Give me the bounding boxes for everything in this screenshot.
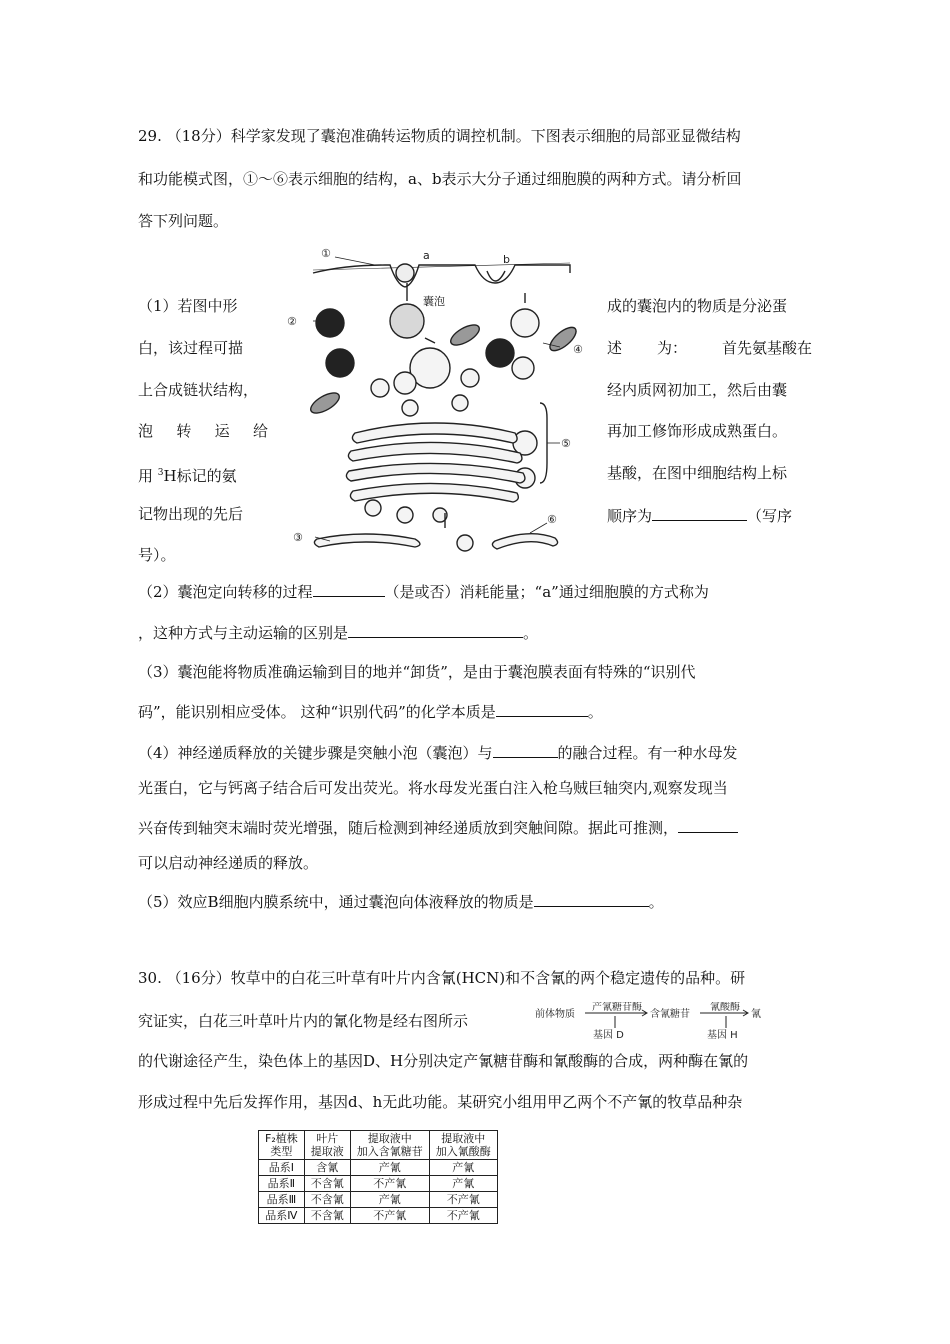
p4-line2: 光蛋白，它与钙离子结合后可发出荧光。将水母发光蛋白注入枪乌贼巨轴突内,观察发现当 bbox=[138, 779, 728, 797]
pathway-middle: 含氰糖苷 bbox=[650, 1009, 690, 1020]
answer-blank-5[interactable] bbox=[493, 741, 558, 758]
p1-left-line5 bbox=[138, 463, 237, 486]
p2-text-a: （2）囊泡定向转移的过程 bbox=[138, 583, 313, 601]
answer-blank-6[interactable] bbox=[678, 816, 738, 833]
row1-glyc: 产氰 bbox=[350, 1160, 429, 1176]
q29-stem-line2: 和功能模式图，①～⑥表示细胞的结构，a、b表示大分子通过细胞膜的两种方式。请分析回 bbox=[138, 170, 742, 188]
header-enz-l1: 提取液中 bbox=[441, 1132, 486, 1145]
row1-leaf: 含氰 bbox=[304, 1160, 350, 1176]
pathway-precursor: 前体物质 bbox=[535, 1009, 575, 1020]
answer-blank-1[interactable] bbox=[652, 504, 747, 521]
row4-leaf: 不含氰 bbox=[304, 1208, 350, 1224]
p1-right-char-1: 述 bbox=[607, 339, 623, 357]
p1-left-line1: （1）若图中形 bbox=[138, 297, 238, 315]
p4-text-d: 兴奋传到轴突末端时荧光增强，随后检测到神经递质放到突触间隙。据此可推测， bbox=[138, 819, 679, 837]
header-glyc-l2: 加入含氰糖苷 bbox=[356, 1145, 423, 1158]
row1-enz: 产氰 bbox=[429, 1160, 497, 1176]
row2-enz: 产氰 bbox=[429, 1176, 497, 1192]
header-leaf bbox=[304, 1131, 350, 1160]
row3-leaf: 不含氰 bbox=[304, 1192, 350, 1208]
p1-right-line3: 经内质网初加工，然后由囊 bbox=[607, 381, 788, 399]
p1-left-line7: 号）。 bbox=[138, 546, 176, 564]
header-type-l2: 类型 bbox=[270, 1145, 293, 1158]
p1-left-char-1: 泡 bbox=[138, 422, 154, 440]
pathway-enzyme2: 氰酸酶 bbox=[710, 1002, 740, 1013]
row2-type: 品系Ⅱ bbox=[259, 1176, 305, 1192]
label-b: b bbox=[503, 253, 510, 266]
header-glyc-l1: 提取液中 bbox=[367, 1132, 412, 1145]
row3-enz: 不产氰 bbox=[429, 1192, 497, 1208]
table-row bbox=[259, 1192, 498, 1208]
answer-blank-7[interactable] bbox=[534, 890, 649, 907]
label-structure-5: ⑤ bbox=[561, 437, 571, 450]
p3-end: 。 bbox=[587, 703, 603, 721]
table-row bbox=[259, 1208, 498, 1224]
row4-enz: 不产氰 bbox=[429, 1208, 497, 1224]
header-add-enzyme bbox=[429, 1131, 497, 1160]
p4-line4: 可以启动神经递质的释放。 bbox=[138, 854, 319, 872]
row3-type: 品系Ⅲ bbox=[259, 1192, 305, 1208]
p2-end: 。 bbox=[523, 624, 539, 642]
p5-text-a: （5）效应B细胞内膜系统中，通过囊泡向体液释放的物质是 bbox=[138, 893, 534, 911]
header-add-glycoside bbox=[350, 1131, 429, 1160]
pathway-gene1: 基因 D bbox=[593, 1030, 624, 1041]
p1-left-char-3: 运 bbox=[214, 422, 230, 440]
p1-left-line3: 上合成链状结构， bbox=[138, 381, 259, 399]
table-row bbox=[259, 1160, 498, 1176]
header-enz-l2: 加入氰酸酶 bbox=[435, 1145, 491, 1158]
p5-line1 bbox=[138, 890, 664, 912]
label-structure-3: ③ bbox=[293, 531, 303, 544]
metabolic-pathway-diagram bbox=[535, 1002, 825, 1042]
p1-right-order: 顺序为 bbox=[607, 507, 653, 525]
p3-line1: （3）囊泡能将物质准确运输到目的地并“卸货”，是由于囊泡膜表面有特殊的“识别代 bbox=[138, 663, 696, 681]
pathway-gene2: 基因 H bbox=[707, 1030, 738, 1041]
p1-right-line2 bbox=[607, 338, 812, 358]
p1-right-line4: 再加工修饰形成成熟蛋白。 bbox=[607, 422, 788, 440]
row2-leaf: 不含氰 bbox=[304, 1176, 350, 1192]
label-structure-2: ② bbox=[287, 315, 297, 328]
p2-line1 bbox=[138, 580, 709, 602]
q30-line2: 究证实，白花三叶草叶片内的氰化物是经右图所示 bbox=[138, 1012, 469, 1030]
f2-results-table bbox=[258, 1130, 498, 1224]
p1-right-note: （写序 bbox=[747, 507, 793, 525]
p4-line3 bbox=[138, 816, 738, 838]
p4-line1 bbox=[138, 741, 738, 763]
p1-superscript: 3 bbox=[157, 468, 164, 478]
p2-text-b: （是或否）消耗能量；“a”通过细胞膜的方式称为 bbox=[384, 583, 709, 601]
q30-line4: 形成过程中先后发挥作用，基因d、h无此功能。某研究小组用甲乙两个不产氰的牧草品种杂 bbox=[138, 1093, 743, 1111]
p1-right-line1: 成的囊泡内的物质是分泌蛋 bbox=[607, 297, 788, 315]
p1-right-line5: 基酸，在图中细胞结构上标 bbox=[607, 464, 788, 482]
answer-blank-3[interactable] bbox=[348, 621, 523, 638]
p1-left-line6: 记物出现的先后 bbox=[138, 505, 244, 523]
row1-type: 品系Ⅰ bbox=[259, 1160, 305, 1176]
p3-line2 bbox=[138, 700, 603, 722]
row2-glyc: 不产氰 bbox=[350, 1176, 429, 1192]
table-row bbox=[259, 1176, 498, 1192]
p2-text-c: ，这种方式与主动运输的区别是 bbox=[138, 624, 349, 642]
p1-left-label: H标记的氨 bbox=[163, 467, 237, 485]
label-structure-4: ④ bbox=[573, 343, 583, 356]
q30-line1: 30. （16分）牧草中的白花三叶草有叶片内含氰(HCN)和不含氰的两个稳定遗传的品种。研 bbox=[138, 969, 746, 987]
row4-type: 品系Ⅳ bbox=[259, 1208, 305, 1224]
p4-text-b: 的融合过程。有一种水母发 bbox=[557, 744, 738, 762]
answer-blank-4[interactable] bbox=[496, 700, 588, 717]
p1-left-line2: 白，该过程可描 bbox=[138, 339, 244, 357]
p4-text-a: （4）神经递质释放的关键步骤是突触小泡（囊泡）与 bbox=[138, 744, 493, 762]
row4-glyc: 不产氰 bbox=[350, 1208, 429, 1224]
p1-right-char-3: 首先氨基酸在 bbox=[721, 339, 812, 357]
p1-right-char-2: 为： bbox=[656, 339, 687, 357]
label-structure-6: ⑥ bbox=[547, 513, 557, 526]
label-a: a bbox=[423, 249, 430, 262]
p1-left-line4 bbox=[138, 421, 268, 441]
pathway-enzyme1: 产氰糖苷酶 bbox=[592, 1002, 642, 1013]
answer-blank-2[interactable] bbox=[313, 580, 385, 597]
p1-left-char-2: 转 bbox=[176, 422, 192, 440]
row3-glyc: 产氰 bbox=[350, 1192, 429, 1208]
q29-stem-line3: 答下列问题。 bbox=[138, 212, 229, 230]
q30-line3: 的代谢途径产生，染色体上的基因D、H分别决定产氰糖苷酶和氰酸酶的合成，两种酶在氰的 bbox=[138, 1052, 749, 1070]
p1-left-char-4: 给 bbox=[252, 422, 268, 440]
p1-right-line6 bbox=[607, 504, 792, 526]
p2-line2 bbox=[138, 621, 538, 643]
q29-stem-line1: 29. （18分）科学家发现了囊泡准确转运物质的调控机制。下图表示细胞的局部亚显微结构 bbox=[138, 127, 741, 145]
label-vesicle: 囊泡 bbox=[423, 295, 445, 308]
header-type-l1: F₂植株 bbox=[265, 1132, 298, 1145]
header-leaf-l1: 叶片 bbox=[316, 1132, 339, 1145]
p5-end: 。 bbox=[648, 893, 664, 911]
header-type bbox=[259, 1131, 305, 1160]
label-structure-1: ① bbox=[321, 247, 331, 260]
p1-left-use: 用 bbox=[138, 467, 154, 485]
cell-structure-figure bbox=[285, 243, 605, 558]
pathway-product: 氰 bbox=[751, 1009, 761, 1020]
table-header-row bbox=[259, 1131, 498, 1160]
p3-text-b: 码”，能识别相应受体。 这种“识别代码”的化学本质是 bbox=[138, 703, 496, 721]
header-leaf-l2: 提取液 bbox=[310, 1145, 344, 1158]
